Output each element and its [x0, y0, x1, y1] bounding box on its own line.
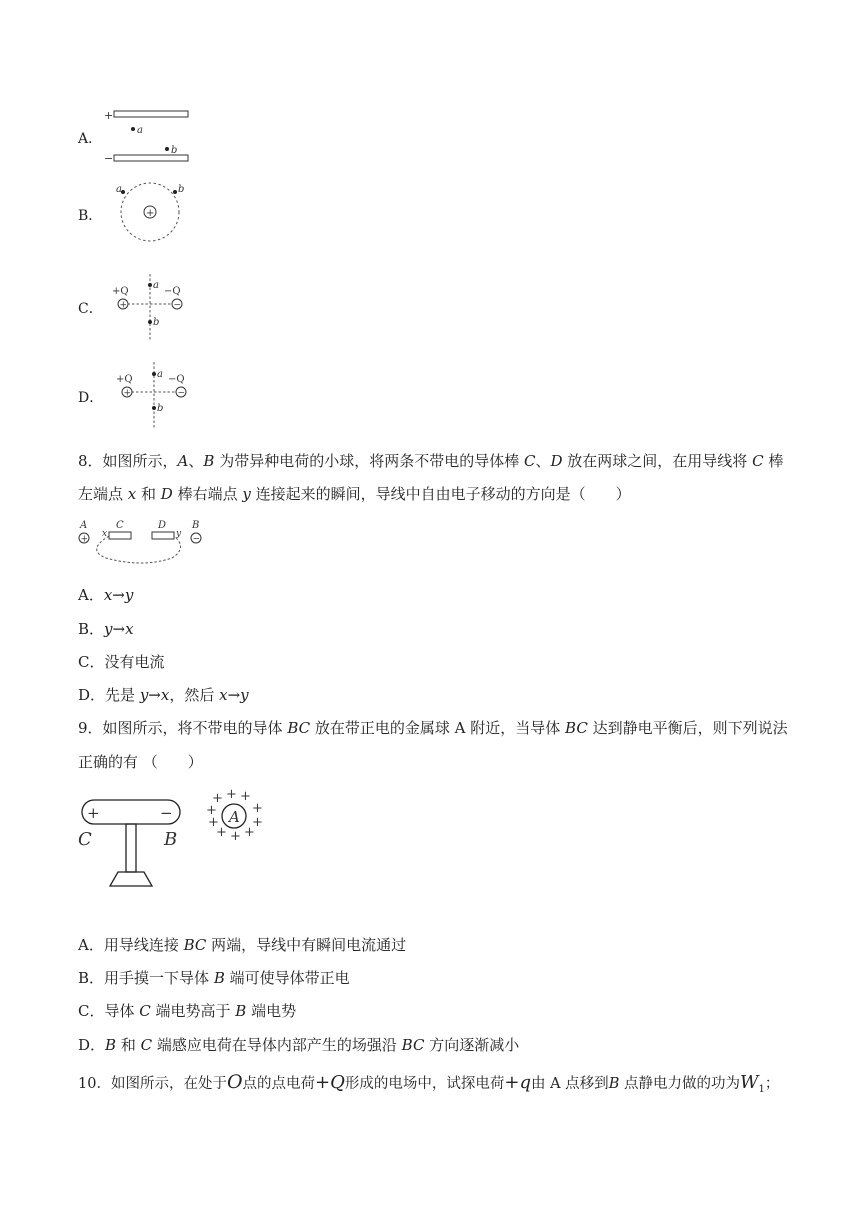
ball-b-label: B: [192, 520, 200, 531]
q9-option-d[interactable]: D．B 和 C 端感应电荷在导体内部产生的场强沿 BC 方向逐渐减小: [78, 1036, 520, 1054]
surface-charge: +: [230, 829, 241, 844]
point-b-label: b: [171, 145, 178, 156]
q9-option-c[interactable]: C．导体 C 端电势高于 B 端电势: [78, 1002, 297, 1020]
q8-stem-line-1: 8．如图所示，A、B 为带异种电荷的小球，将两条不带电的导体棒 C、D 放在两球之间，在用导线将 C 棒: [78, 452, 784, 470]
q8-stem-line-2: 左端点 x 和 D 棒右端点 y 连接起来的瞬间，导线中自由电子移动的方向是（ ）: [78, 485, 631, 503]
point-b-label: b: [178, 184, 185, 195]
surface-charge: +: [240, 789, 251, 804]
point-a: [148, 283, 152, 287]
q7-option-b-label[interactable]: B．: [78, 208, 103, 224]
end-x-label: x: [102, 529, 108, 539]
positive-charge-sign: +: [119, 300, 128, 311]
point-b: [173, 190, 177, 194]
point-a-label: a: [153, 280, 159, 291]
point-a-label: a: [116, 184, 122, 195]
q9-figure: [76, 788, 276, 892]
plate-minus-sign: −: [104, 152, 114, 165]
connecting-wire: [97, 536, 181, 563]
surface-charge: +: [212, 791, 223, 806]
surface-charge: +: [252, 815, 263, 830]
point-b-label: b: [153, 317, 160, 328]
surface-charge: +: [208, 815, 219, 830]
q7-option-b-figure: [108, 178, 188, 248]
surface-charge: +: [206, 803, 217, 818]
point-b: [152, 406, 156, 410]
plus-q-label: +Q: [112, 286, 129, 297]
rod-c-label: C: [116, 520, 124, 531]
q8-figure: [76, 516, 206, 568]
negative-ball-sign: −: [192, 534, 201, 545]
end-y-label: y: [176, 529, 182, 539]
ball-a-label: A: [80, 520, 88, 531]
rod-c: [109, 532, 131, 539]
point-b-label: b: [157, 403, 164, 414]
minus-q-label: −Q: [168, 374, 185, 385]
negative-charge-sign: −: [173, 300, 182, 311]
ball-a-label: A: [229, 808, 240, 826]
q8-option-d[interactable]: D．先是 y→x，然后 x→y: [78, 686, 249, 704]
stand-base: [110, 872, 152, 886]
q8-option-b[interactable]: B．y→x: [78, 620, 134, 638]
q8-option-c[interactable]: C．没有电流: [78, 653, 165, 671]
surface-charge: +: [216, 825, 227, 840]
end-b-label: B: [164, 829, 178, 850]
positive-ball-sign: +: [80, 534, 89, 545]
rod-d: [152, 532, 174, 539]
q7-option-c-figure: [110, 272, 190, 342]
q9-option-a[interactable]: A．用导线连接 BC 两端，导线中有瞬间电流通过: [78, 936, 407, 954]
positive-charge-sign: +: [123, 388, 132, 399]
q8-option-a[interactable]: A．x→y: [78, 586, 134, 604]
q9-stem-line-1: 9．如图所示，将不带电的导体 BC 放在带正电的金属球 A 附近，当导体 BC 达到静电平衡后，则下列说法: [78, 719, 788, 737]
minus-q-label: −Q: [164, 286, 181, 297]
q7-option-d-figure: [112, 360, 192, 430]
conductor-minus-sign: −: [160, 804, 173, 822]
q9-stem-line-2: 正确的有 （ ）: [78, 753, 203, 771]
plate-plus-sign: +: [104, 109, 114, 122]
q7-option-a-label[interactable]: A．: [78, 131, 103, 147]
q7-option-a-figure: [100, 104, 200, 166]
point-a-label: a: [137, 125, 143, 136]
point-a-label: a: [157, 369, 163, 380]
q7-option-d-label[interactable]: D．: [78, 390, 104, 406]
surface-charge: +: [226, 788, 237, 802]
q10-stem-line-1: 10．如图所示，在处于O点的点电荷+Q形成的电场中，试探电荷+q由 A 点移到B 点静电力做的功为$W_1$；: [78, 1071, 780, 1095]
q7-option-c-label[interactable]: C．: [78, 301, 103, 317]
q9-option-b[interactable]: B．用手摸一下导体 B 端可使导体带正电: [78, 969, 350, 987]
plus-q-label: +Q: [116, 374, 133, 385]
center-plus-sign: +: [146, 208, 155, 219]
surface-charge: +: [244, 825, 255, 840]
point-a: [131, 127, 135, 131]
end-c-label: C: [78, 829, 92, 850]
point-a: [152, 372, 156, 376]
conductor-plus-sign: +: [87, 804, 100, 822]
insulating-stand: [126, 824, 136, 872]
surface-charge: +: [252, 801, 263, 816]
rod-d-label: D: [158, 520, 167, 531]
positive-plate: [114, 111, 188, 117]
point-b: [165, 147, 169, 151]
point-b: [148, 320, 152, 324]
negative-charge-sign: −: [177, 388, 186, 399]
